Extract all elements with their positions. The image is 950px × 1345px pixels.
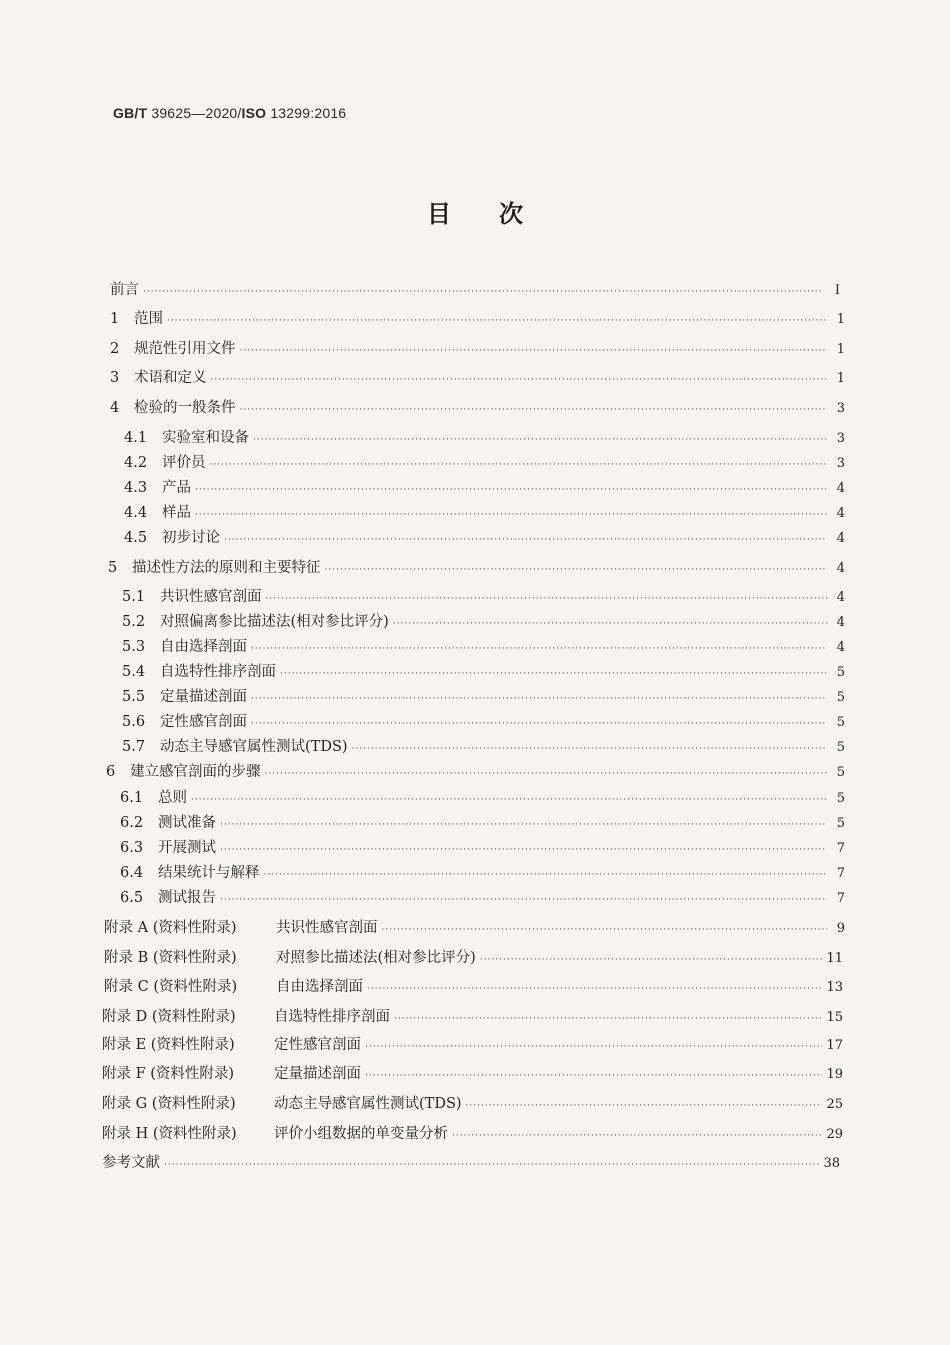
toc-entry-page-number: 19	[826, 1067, 843, 1082]
toc-entry-page-number: 15	[826, 1010, 843, 1025]
toc-entry-label: 定量描述剖面	[160, 689, 247, 705]
toc-entry-leader-dots	[280, 670, 827, 679]
toc-entry-leader-dots	[265, 770, 828, 779]
toc-entry-page-number: 13	[826, 980, 843, 995]
toc-entry-label: 范围	[134, 311, 163, 327]
toc-entry[interactable]	[120, 811, 845, 832]
toc-entry-leader-dots	[167, 317, 827, 326]
toc-entry[interactable]	[110, 307, 845, 328]
toc-entry-label: 评价小组数据的单变量分析	[274, 1126, 448, 1142]
toc-entry-label: 样品	[162, 505, 191, 521]
toc-entry-number: 5.6	[122, 714, 146, 730]
toc-entry-label: 定性感官剖面	[274, 1037, 361, 1053]
toc-entry-leader-dots	[143, 288, 822, 297]
toc-entry[interactable]	[122, 685, 845, 706]
toc-entry-leader-dots	[240, 347, 828, 356]
toc-entry-label: 自选特性排序剖面	[274, 1009, 390, 1025]
toc-entry-page-number: 5	[836, 690, 845, 705]
toc-entry[interactable]	[122, 610, 845, 631]
toc-entry-page-number: 1	[836, 312, 845, 327]
document-code-iso: ISO	[241, 105, 267, 121]
toc-entry[interactable]	[104, 946, 843, 967]
toc-entry-leader-dots	[251, 720, 827, 729]
toc-entry[interactable]	[108, 556, 845, 577]
toc-entry[interactable]	[122, 735, 845, 756]
toc-entry-number: 附录 C (资料性附录)	[104, 979, 238, 995]
toc-entry-label: 测试报告	[158, 890, 216, 906]
toc-entry-leader-dots	[365, 1072, 822, 1081]
toc-entry-label: 参考文献	[102, 1155, 160, 1171]
toc-entry[interactable]	[124, 476, 845, 497]
toc-entry-page-number: 3	[836, 431, 845, 446]
toc-entry-page-number: 1	[836, 371, 845, 386]
toc-entry-label: 产品	[162, 480, 191, 496]
document-code-number: 39625—2020/	[147, 105, 242, 121]
toc-entry-number: 3	[110, 370, 120, 386]
toc-entry-number: 5	[108, 560, 118, 576]
toc-entry-page-number: 4	[836, 561, 845, 576]
toc-entry-page-number: 4	[836, 640, 845, 655]
toc-entry[interactable]	[106, 760, 845, 781]
toc-entry-page-number: 5	[836, 765, 845, 780]
toc-entry[interactable]	[124, 451, 845, 472]
toc-entry-leader-dots	[325, 566, 828, 575]
toc-entry-label: 总则	[158, 790, 187, 806]
toc-entry-page-number: 38	[823, 1156, 840, 1171]
toc-entry[interactable]	[110, 366, 845, 387]
toc-entry-page-number: 3	[836, 456, 845, 471]
toc-entry-label: 描述性方法的原则和主要特征	[132, 560, 321, 576]
toc-entry-leader-dots	[264, 871, 828, 880]
toc-entry[interactable]	[120, 886, 845, 907]
toc-entry[interactable]	[110, 337, 845, 358]
toc-entry-number: 附录 G (资料性附录)	[102, 1096, 236, 1112]
toc-entry-leader-dots	[382, 926, 828, 935]
toc-entry-number: 4.5	[124, 530, 148, 546]
toc-entry-label: 初步讨论	[162, 530, 220, 546]
toc-entry-number: 6.5	[120, 890, 144, 906]
toc-entry-page-number: 29	[826, 1127, 843, 1142]
toc-entry-page-number: 9	[836, 921, 845, 936]
toc-entry-leader-dots	[220, 821, 827, 830]
toc-entry-leader-dots	[164, 1161, 819, 1170]
toc-entry-page-number: 5	[836, 715, 845, 730]
toc-entry-page-number: 5	[836, 791, 845, 806]
toc-entry-page-number: 25	[826, 1097, 843, 1112]
toc-entry-leader-dots	[452, 1132, 822, 1141]
toc-entry-page-number: 17	[826, 1038, 843, 1053]
toc-entry-number: 4.4	[124, 505, 148, 521]
toc-entry-label: 建立感官剖面的步骤	[130, 764, 261, 780]
toc-entry[interactable]	[120, 786, 845, 807]
toc-entry-leader-dots	[220, 846, 827, 855]
toc-entry-leader-dots	[210, 461, 828, 470]
toc-entry-label: 对照参比描述法(相对参比评分)	[276, 950, 476, 966]
toc-entry-leader-dots	[480, 956, 823, 965]
toc-entry[interactable]	[124, 426, 845, 447]
toc-entry-number: 4.1	[124, 430, 148, 446]
toc-entry-number: 4.2	[124, 455, 148, 471]
toc-entry-number: 5.4	[122, 664, 146, 680]
toc-entry-leader-dots	[191, 796, 827, 805]
toc-entry[interactable]	[110, 278, 840, 299]
toc-entry[interactable]	[102, 1033, 843, 1054]
toc-entry-label: 自由选择剖面	[276, 979, 363, 995]
toc-entry-number: 6	[106, 764, 116, 780]
toc-entry-page-number: 7	[836, 891, 845, 906]
toc-entry-number: 6.1	[120, 790, 144, 806]
toc-entry[interactable]	[102, 1092, 843, 1113]
toc-entry-page-number: 5	[836, 740, 845, 755]
toc-entry[interactable]	[122, 710, 845, 731]
toc-entry[interactable]	[102, 1005, 843, 1026]
toc-entry-label: 检验的一般条件	[134, 400, 236, 416]
toc-entry-leader-dots	[367, 985, 822, 994]
toc-entry-number: 5.1	[122, 589, 146, 605]
toc-entry-label: 自由选择剖面	[160, 639, 247, 655]
toc-entry-number: 附录 B (资料性附录)	[104, 950, 237, 966]
toc-entry-number: 附录 F (资料性附录)	[102, 1066, 235, 1082]
toc-entry-leader-dots	[266, 595, 828, 604]
toc-entry-leader-dots	[220, 896, 827, 905]
toc-entry-page-number: 5	[836, 816, 845, 831]
toc-entry-number: 附录 E (资料性附录)	[102, 1037, 235, 1053]
toc-entry-number: 5.3	[122, 639, 146, 655]
toc-entry-number: 5.7	[122, 739, 146, 755]
toc-entry[interactable]	[110, 396, 845, 417]
toc-entry[interactable]	[120, 836, 845, 857]
toc-entry-leader-dots	[240, 406, 828, 415]
toc-entry-label: 开展测试	[158, 840, 216, 856]
toc-entry-number: 4.3	[124, 480, 148, 496]
toc-entry-page-number: 4	[836, 531, 845, 546]
document-code-prefix: GB/T	[113, 105, 148, 121]
toc-entry-page-number: 4	[836, 481, 845, 496]
toc-entry-page-number: 7	[836, 866, 845, 881]
toc-entry[interactable]	[122, 635, 845, 656]
toc-entry-number: 5.2	[122, 614, 146, 630]
toc-entry-label: 定性感官剖面	[160, 714, 247, 730]
toc-entry-leader-dots	[224, 536, 827, 545]
document-code-iso-number: 13299:2016	[266, 105, 347, 121]
toc-entry-label: 测试准备	[158, 815, 216, 831]
toc-entry[interactable]	[122, 585, 845, 606]
toc-entry[interactable]	[102, 1151, 840, 1172]
toc-entry-label: 规范性引用文件	[134, 341, 236, 357]
toc-entry-leader-dots	[393, 620, 827, 629]
toc-entry-leader-dots	[365, 1043, 822, 1052]
toc-entry[interactable]	[120, 861, 845, 882]
toc-entry-number: 附录 D (资料性附录)	[102, 1009, 236, 1025]
toc-entry-page-number: I	[834, 283, 840, 298]
toc-entry-leader-dots	[195, 511, 827, 520]
toc-entry-leader-dots	[211, 376, 828, 385]
toc-title: 目次	[427, 200, 571, 228]
toc-entry[interactable]	[104, 975, 843, 996]
toc-entry[interactable]	[102, 1062, 843, 1083]
toc-entry-label: 术语和定义	[134, 370, 207, 386]
toc-entry-leader-dots	[251, 645, 827, 654]
toc-entry-leader-dots	[195, 486, 827, 495]
toc-entry-leader-dots	[466, 1102, 823, 1111]
toc-entry-number: 4	[110, 400, 120, 416]
toc-entry[interactable]	[102, 1122, 843, 1143]
toc-entry-label: 共识性感官剖面	[276, 920, 378, 936]
toc-entry-label: 动态主导感官属性测试(TDS)	[274, 1096, 462, 1112]
toc-entry-page-number: 4	[836, 590, 845, 605]
toc-entry-label: 前言	[110, 282, 139, 298]
toc-entry-label: 动态主导感官属性测试(TDS)	[160, 739, 348, 755]
toc-entry[interactable]	[122, 660, 845, 681]
toc-entry-number: 2	[110, 341, 120, 357]
toc-entry-number: 5.5	[122, 689, 146, 705]
toc-entry-number: 附录 A (资料性附录)	[104, 920, 237, 936]
toc-entry[interactable]	[104, 916, 845, 937]
toc-entry-page-number: 7	[836, 841, 845, 856]
toc-entry-number: 6.4	[120, 865, 144, 881]
toc-entry[interactable]	[124, 526, 845, 547]
toc-entry-label: 对照偏离参比描述法(相对参比评分)	[160, 614, 389, 630]
toc-entry-label: 自选特性排序剖面	[160, 664, 276, 680]
toc-entry-leader-dots	[251, 695, 827, 704]
toc-entry-page-number: 3	[836, 401, 845, 416]
toc-entry-page-number: 4	[836, 506, 845, 521]
toc-entry[interactable]	[124, 501, 845, 522]
toc-entry-number: 附录 H (资料性附录)	[102, 1126, 237, 1142]
toc-entry-number: 6.2	[120, 815, 144, 831]
toc-entry-label: 实验室和设备	[162, 430, 249, 446]
toc-entry-leader-dots	[253, 436, 827, 445]
toc-entry-label: 评价员	[162, 455, 206, 471]
toc-entry-number: 6.3	[120, 840, 144, 856]
toc-entry-label: 结果统计与解释	[158, 865, 260, 881]
toc-entry-number: 1	[110, 311, 120, 327]
toc-entry-leader-dots	[352, 745, 827, 754]
toc-entry-page-number: 4	[836, 615, 845, 630]
toc-entry-leader-dots	[394, 1015, 822, 1024]
toc-entry-page-number: 11	[826, 951, 843, 966]
toc-entry-label: 共识性感官剖面	[160, 589, 262, 605]
toc-entry-page-number: 5	[836, 665, 845, 680]
toc-entry-page-number: 1	[836, 342, 845, 357]
toc-entry-label: 定量描述剖面	[274, 1066, 361, 1082]
